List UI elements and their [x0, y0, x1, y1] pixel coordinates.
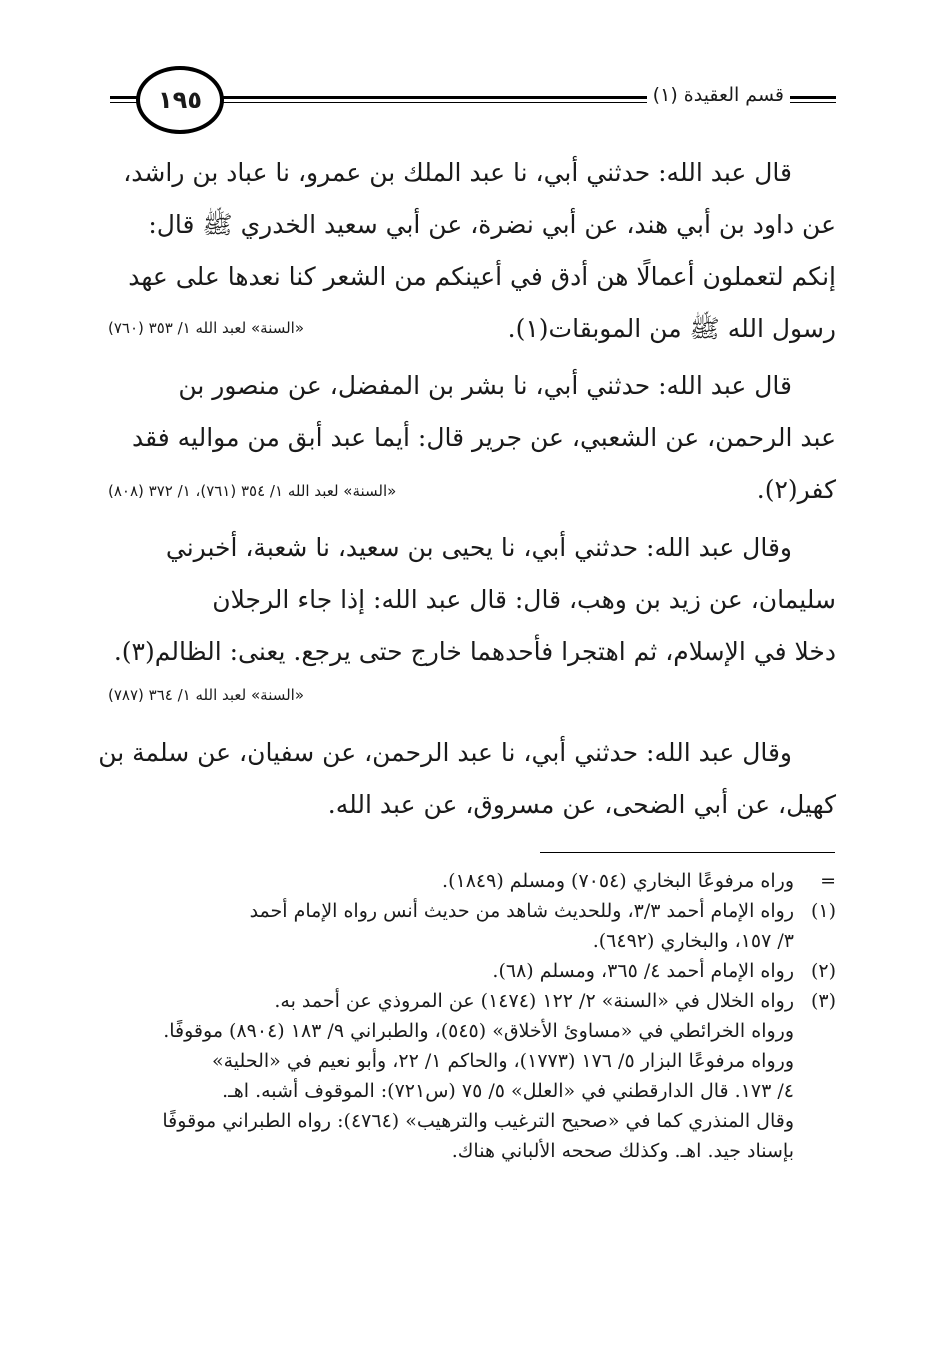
footnote-continuation: ورواه مرفوعًا البزار ٥/ ١٧٦ (١٧٧٣)، والحاكم ١/ ٢٢، وأبو نعيم في «الحلية» [211, 1050, 794, 1072]
text-line: قال عبد الله: حدثني أبي، نا عبد الملك بن عمرو، نا عباد بن راشد، [123, 158, 792, 187]
text-line: عبد الرحمن، عن الشعبي، عن جرير قال: أيما عبد أبق من مواليه فقد [131, 423, 836, 452]
paragraph [108, 147, 836, 355]
footnote-continuation: بإسناد جيد. اهـ. وكذلك صححه الألباني هناك. [451, 1140, 794, 1162]
text-line: إنكم لتعملون أعمالًا هن أدق في أعينكم من الشعر كنا نعدها على عهد [128, 262, 836, 291]
text-line: كهيل، عن أبي الضحى، عن مسروق، عن عبد الله. [327, 790, 836, 819]
footnote-continuation: ورواه الخرائطي في «مساوئ الأخلاق» (٥٤٥)، والطبراني ٩/ ١٨٣ (٨٩٠٤) موقوفًا. [163, 1020, 794, 1042]
footnote-text: رواه الإمام أحمد ٤/ ٣٦٥، ومسلم (٦٨). [492, 960, 794, 982]
text-line: دخلا في الإسلام، ثم اهتجرا فأحدهما خارج حتى يرجع. يعنى: الظالم(٣). [113, 637, 836, 666]
footnote-text: رواه الخلال في «السنة» ٢/ ١٢٢ (١٤٧٤) عن المروذي عن أحمد به. [274, 990, 794, 1012]
paragraph [98, 727, 836, 831]
footnote-marker: = [820, 870, 836, 892]
footnote-continuation: ٤/ ١٧٣. قال الدارقطني في «العلل» ٥/ ٧٥ (س٧٢١): الموقوف أشبه. اهـ. [222, 1080, 794, 1102]
footnote [108, 866, 836, 896]
footnote-text: رواه الإمام أحمد ٣/٣، وللحديث شاهد من حديث أنس رواه الإمام أحمد [249, 900, 794, 922]
text-line: رسول الله ﷺ من الموبقات(١). [507, 314, 836, 343]
source-citation: «السنة» لعبد الله ١/ ٣٥٤ (٧٦١)، ١/ ٣٧٢ (٨٠٨) [108, 482, 397, 500]
page-number: ١٩٥ [136, 66, 224, 134]
footnote-continuation: وقال المنذري كما في «صحيح الترغيب والترهيب» (٤٧٦٤): رواه الطبراني موقوفًا [162, 1110, 794, 1132]
text-line: وقال عبد الله: حدثني أبي، نا يحيى بن سعيد، نا شعبة، أخبرني [165, 533, 792, 562]
source-citation: «السنة» لعبد الله ١/ ٣٦٤ (٧٨٧) [108, 686, 305, 704]
footnote-text: وراه مرفوعًا البخاري (٧٠٥٤) ومسلم (١٨٤٩). [442, 870, 794, 892]
footnote [108, 896, 836, 926]
footnote-marker: (١) [810, 900, 836, 922]
page-header [110, 66, 836, 136]
text-line: عن داود بن أبي هند، عن أبي نضرة، عن أبي سعيد الخدري ﷺ قال: [148, 210, 836, 239]
paragraph [108, 522, 836, 704]
text-line: قال عبد الله: حدثني أبي، نا بشر بن المفضل، عن منصور بن [178, 371, 792, 400]
section-title: قسم العقيدة (١) [647, 84, 790, 106]
footnote-continuation: ٣/ ١٥٧، والبخاري (٦٤٩٢). [592, 930, 794, 952]
footnotes [108, 866, 836, 1166]
footnote-marker: (٢) [810, 960, 836, 982]
text-line: كفر(٢). [756, 475, 836, 504]
source-citation: «السنة» لعبد الله ١/ ٣٥٣ (٧٦٠) [108, 319, 305, 337]
paragraph [108, 360, 836, 516]
text-line: سليمان، عن زيد بن وهب، قال: قال عبد الله: إذا جاء الرجلان [212, 585, 836, 614]
footnote-separator [540, 852, 835, 853]
text-line: وقال عبد الله: حدثني أبي، نا عبد الرحمن، عن سفيان، عن سلمة بن [98, 738, 792, 767]
footnote-marker: (٣) [810, 990, 836, 1012]
footnote [108, 956, 836, 986]
footnote [108, 986, 836, 1016]
